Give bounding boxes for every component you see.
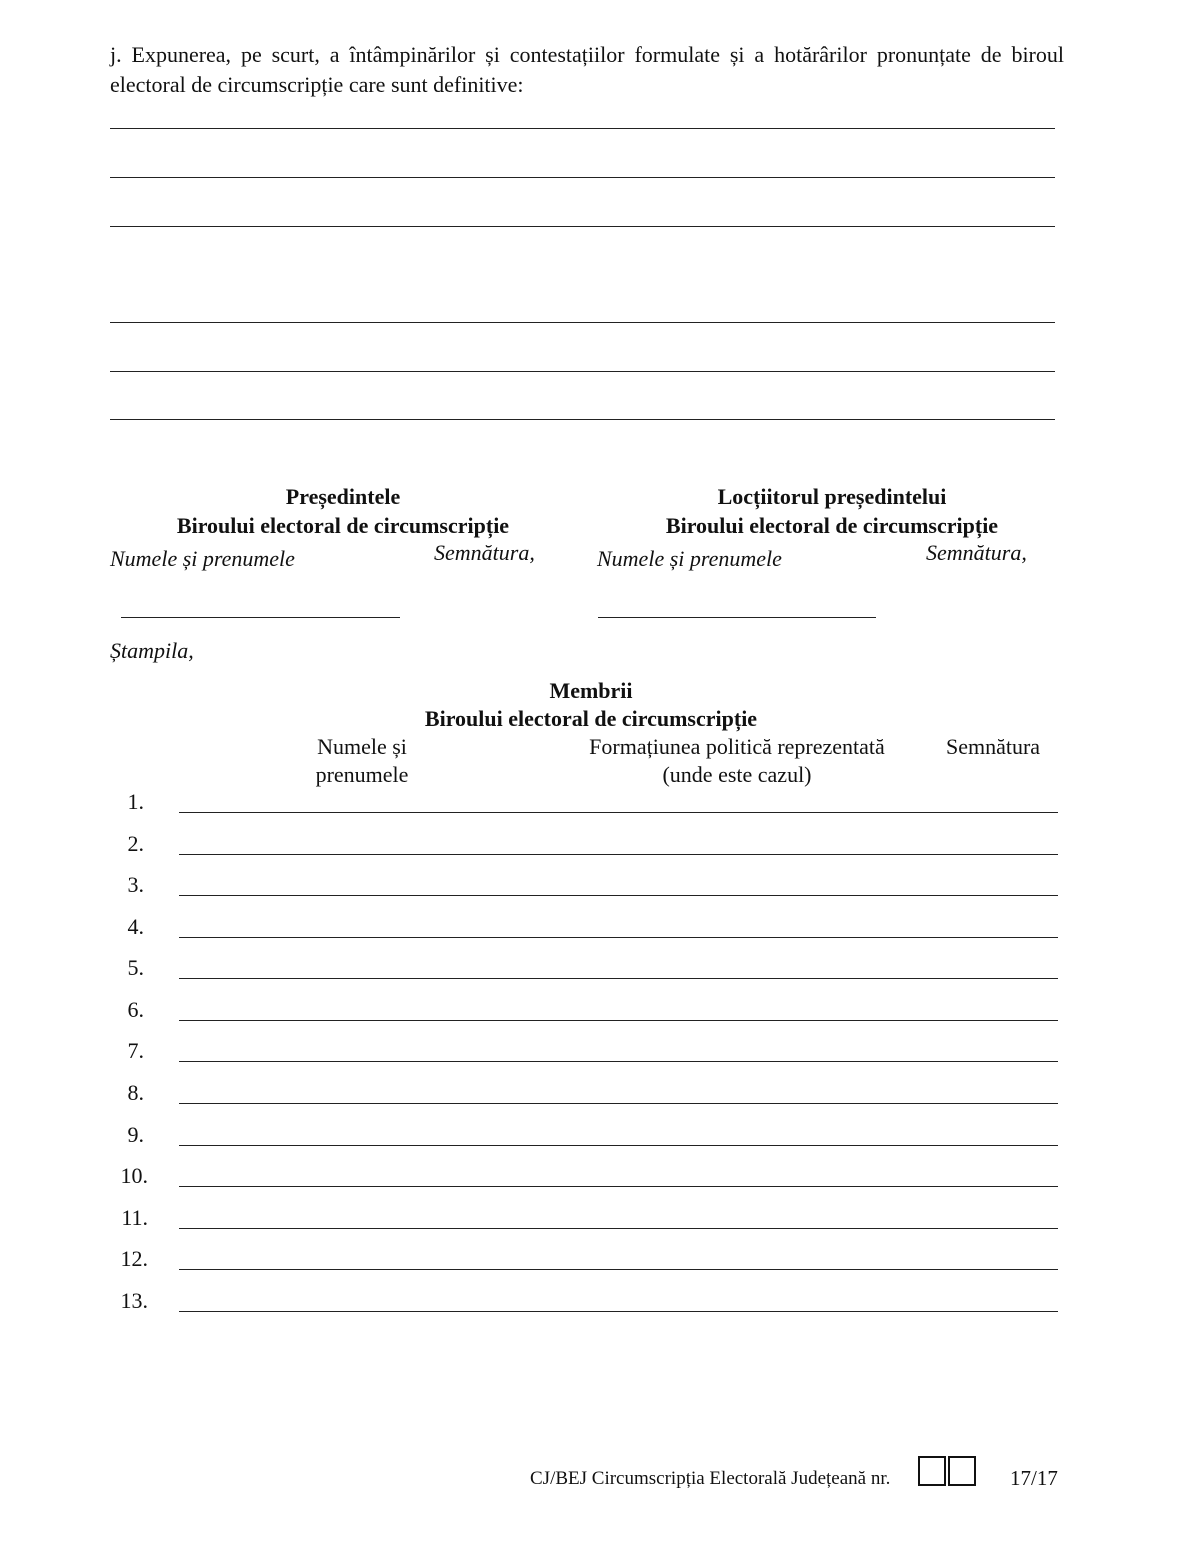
column-header-name-line1: Numele și [317,734,407,759]
member-row-number: 4. [127,914,144,939]
section-j-fill-line-6[interactable] [110,419,1055,420]
member-row-line[interactable] [179,1269,1058,1270]
president-title-line1: Președintele [285,484,401,509]
member-row-line[interactable] [179,1103,1058,1104]
president-signature-label: Semnătura, [434,540,535,565]
member-row-number: 9. [127,1122,144,1147]
president-title-line2: Biroului electoral de circumscripție [176,513,510,538]
members-title-line2: Biroului electoral de circumscripție [424,706,758,731]
member-row-line[interactable] [179,1145,1058,1146]
member-row-number: 8. [127,1080,144,1105]
column-header-signature: Semnătura [945,734,1041,759]
deputy-name-line[interactable] [598,617,876,618]
column-header-name-line2: prenumele [315,762,409,787]
member-row-line[interactable] [179,1020,1058,1021]
member-row-line[interactable] [179,978,1058,979]
section-j-fill-line-2[interactable] [110,177,1055,178]
deputy-name-label: Numele și prenumele [597,546,782,571]
page-number: 17/17 [1010,1466,1058,1490]
deputy-signature-label: Semnătura, [926,540,1027,565]
member-row-number: 12. [120,1246,148,1271]
section-j-text: j. Expunerea, pe scurt, a întâmpinărilor și contestațiilor formulate și a hotărârilor pronunțate de biroul electoral de circumscripție care sunt definitive: [110,42,1064,97]
member-row-number: 2. [127,831,144,856]
column-header-party [566,733,908,789]
deputy-title-line1: Locțiitorul președintelui [717,484,947,509]
members-title-line1: Membrii [549,678,633,703]
stamp-label: Ștampila, [110,638,194,663]
member-row-number: 13. [120,1288,148,1313]
deputy-title [596,482,1068,540]
president-name-line[interactable] [121,617,400,618]
section-j-fill-line-4[interactable] [110,322,1055,323]
member-row-number: 10. [120,1163,148,1188]
section-j-fill-line-3[interactable] [110,226,1055,227]
member-row-line[interactable] [179,1311,1058,1312]
member-row-line[interactable] [179,854,1058,855]
section-j-fill-line-1[interactable] [110,128,1055,129]
county-number-box-2[interactable] [948,1456,976,1486]
member-row-number: 6. [127,997,144,1022]
footer-text: CJ/BEJ Circumscripția Electorală Județeană nr. [530,1468,891,1489]
member-row-line[interactable] [179,1186,1058,1187]
member-row-line[interactable] [179,1061,1058,1062]
column-header-name [303,733,421,789]
member-row-line[interactable] [179,1228,1058,1229]
member-row-line[interactable] [179,812,1058,813]
column-header-party-line2: (unde este cazul) [662,762,812,787]
member-row-line[interactable] [179,937,1058,938]
section-j-fill-line-5[interactable] [110,371,1055,372]
member-row-number: 11. [121,1205,148,1230]
member-row-line[interactable] [179,895,1058,896]
member-row-number: 1. [127,789,144,814]
column-header-party-line1: Formațiunea politică reprezentată [589,734,885,759]
president-title [110,482,576,540]
county-number-box-1[interactable] [918,1456,946,1486]
member-row-number: 5. [127,955,144,980]
members-title [0,677,1182,733]
president-name-label: Numele și prenumele [110,546,295,571]
deputy-title-line2: Biroului electoral de circumscripție [665,513,999,538]
member-row-number: 7. [127,1038,144,1063]
member-row-number: 3. [127,872,144,897]
